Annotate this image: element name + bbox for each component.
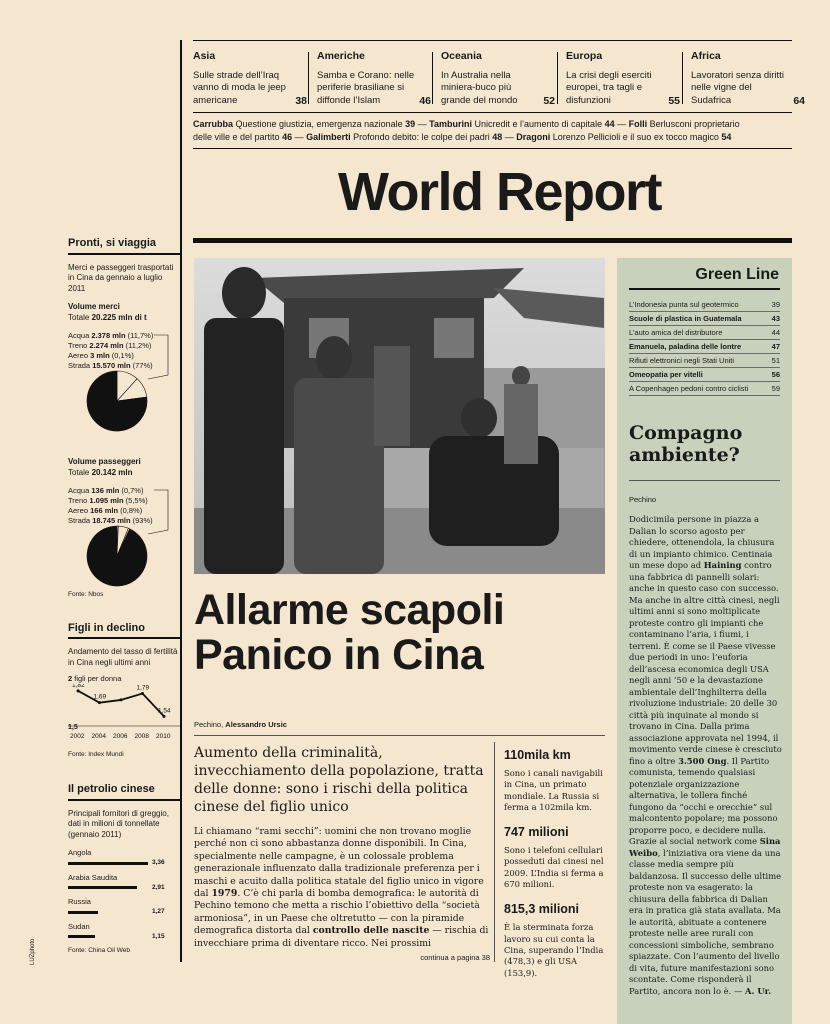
nav-region: Africa: [691, 50, 721, 62]
columnist-topic: Lorenzo Pellicioli e il suo ex tocco magico: [550, 132, 722, 142]
oil-bar-track: [68, 911, 148, 914]
pass-chart: [68, 486, 180, 592]
photo-illustration: [194, 258, 605, 574]
oil-row: [68, 897, 180, 918]
nav-teaser: [317, 70, 435, 108]
fertility-point: [163, 715, 166, 718]
text-run: 1979: [211, 888, 238, 900]
headline-line-1: Allarme scapoli: [194, 586, 505, 634]
compagno-location: Pechino: [629, 480, 780, 504]
text-run: Li chiamano “rami secchi”: uomini che non trovano moglie perché non ci sono abbastanza donne disponibili. In Cina, specialmente nelle campagne, è un colossale problema generazionale influenzato dalla tradizionale preferenza per i maschi e acuito dalla politica statale del figlio unico in vigore dal: [194, 826, 484, 900]
green-line-item-page: 59: [771, 384, 780, 393]
transport-mode: Treno: [68, 496, 90, 505]
nav-page-number: 38: [295, 94, 307, 107]
transport-mode: Acqua: [68, 486, 92, 495]
columnist-separator: —: [292, 132, 307, 142]
fertility-point: [98, 701, 101, 704]
nav-separator: [308, 52, 309, 104]
oil-bar-chart: [68, 848, 180, 942]
green-line-item-page: 51: [771, 356, 780, 365]
pie-leader-line: [148, 490, 168, 534]
text-run: , l’iniziativa ora viene da una classe media sempre più baldanzosa. Il successo delle ultime proteste non va esagerato: la chiusura della fabbrica di Dalian era in pratica già stata avallata. Ma le autorità, abituate a contenere proteste nelle aree rurali con concessioni simboliche, sembrano spiazzate. Con l’aumento del livello di vita, future manifestazioni sono scontate. Come risponderà il Partito, ancora non lo è. —: [629, 847, 782, 996]
transport-share: (0,8%): [118, 506, 143, 515]
green-line-item[interactable]: [629, 340, 780, 354]
green-line-item-page: 44: [771, 328, 780, 337]
nav-page-number: 64: [793, 94, 805, 107]
nav-region: Americhe: [317, 50, 365, 62]
fertility-point-label: 1,79: [136, 684, 150, 692]
fertility-year-label: 2002: [70, 733, 85, 740]
green-line-item-title: Emanuela, paladina delle lontre: [629, 342, 742, 351]
oil-bar-line: [68, 883, 180, 894]
fertility-unit: 2 figli per donna: [68, 674, 122, 683]
nav-page-number: 46: [419, 94, 431, 107]
nav-separator: [557, 52, 558, 104]
oil-bar-track: [68, 935, 148, 938]
green-line-item-page: 56: [771, 370, 780, 379]
green-line-item-page: 43: [771, 314, 780, 323]
oil-title: Il petrolio cinese: [68, 784, 180, 801]
oil-country: Russia: [68, 897, 91, 906]
green-line-item[interactable]: [629, 312, 780, 326]
continue-link[interactable]: continua a pagina 38: [420, 953, 490, 963]
nav-page-number: 55: [668, 94, 680, 107]
main-photo: [194, 258, 605, 574]
masthead-rule: [193, 238, 792, 243]
goods-pie-chart: [68, 331, 180, 441]
fertility-point: [77, 689, 80, 692]
article-body-text: [194, 826, 488, 949]
transport-share: (77%): [130, 361, 153, 370]
nav-teaser: [691, 70, 809, 108]
columnist-separator: —: [502, 132, 517, 142]
nav-region: Asia: [193, 50, 216, 62]
text-run: — rischia di invecchiare prima di diventare ricco. Nei prossimi: [194, 925, 489, 949]
transport-mode: Strada: [68, 361, 93, 370]
fertility-title: Figli in declino: [68, 623, 180, 640]
text-run: controllo delle nascite: [312, 925, 430, 937]
fertility-year-label: 2010: [156, 733, 171, 740]
columnist-topic: Questione giustizia, emergenza nazionale: [233, 119, 406, 129]
green-line-item-title: Omeopatia per vitelli: [629, 370, 703, 379]
travel-intro: Merci e passeggeri trasportati in Cina da gennaio a luglio 2011: [68, 262, 174, 293]
compagno-title: Compagno ambiente?: [629, 422, 743, 466]
oil-value: 1,27: [152, 908, 165, 915]
columnist-topic: Unicredit e l’aumento di capitale: [472, 119, 605, 129]
oil-value: 2,91: [152, 883, 165, 891]
transport-value: 2.274 mln: [89, 341, 124, 350]
oil-bar: [68, 862, 148, 865]
nav-bottom-rule: [193, 112, 792, 113]
transport-value: 1.095 mln: [89, 496, 124, 505]
text-run: . Il Partito comunista, temendo qualsiasi potenziale organizzazione alternativa, le tollera finché fungono da “occhi e orecchie” sul malcontento popolare; ma possono proporre poco, e decidere nulla. Grazie al social network come: [629, 755, 778, 846]
green-line-item[interactable]: [629, 354, 780, 368]
columnist-separator: —: [415, 119, 430, 129]
green-line-item-title: Scuole di plastica in Guatemala: [629, 314, 742, 323]
nav-teaser: [193, 70, 311, 108]
nav-separator: [432, 52, 433, 104]
article-headline: [194, 588, 504, 678]
columnist-page: 54: [721, 132, 732, 142]
oil-bar-track: [68, 886, 148, 889]
oil-bar: [68, 886, 137, 889]
columnists-line-2: [193, 131, 793, 144]
facts-column: [504, 748, 610, 991]
nav-section-oceania[interactable]: [441, 50, 559, 107]
transport-share: (5,5%): [123, 496, 148, 505]
oil-row: [68, 848, 180, 869]
oil-value: 3,36: [152, 859, 165, 866]
green-line-item-title: L’auto amica del distributore: [629, 328, 723, 337]
left-column-rule: [180, 40, 182, 962]
oil-row: [68, 873, 180, 894]
nav-section-americhe[interactable]: [317, 50, 435, 107]
oil-source: Fonte: China Oil Web: [68, 947, 131, 954]
columnist-name: Dragoni: [516, 132, 551, 142]
green-line-item-page: 39: [771, 300, 780, 309]
fact-body: È la sterminata forza lavoro su cui conta la Cina, superando l’India (478,3) e gli USA (153,9).: [504, 922, 604, 978]
headline-line-2: Panico in Cina: [194, 631, 484, 679]
oil-bar-track: [68, 862, 148, 865]
nav-section-europa[interactable]: [566, 50, 684, 107]
text-run: 3.500 Ong: [678, 755, 727, 766]
columnist-page: 46: [282, 132, 293, 142]
green-line-item[interactable]: [629, 368, 780, 382]
goods-label: Volume merci: [68, 302, 120, 311]
travel-title: Pronti, si viaggia: [68, 238, 180, 255]
goods-chart: [68, 331, 180, 441]
fertility-point: [141, 692, 144, 695]
transport-share: (11,2%): [123, 341, 152, 350]
goods-total: Totale 20.225 mln di t: [68, 312, 147, 322]
oil-row: [68, 922, 180, 943]
transport-mode: Treno: [68, 341, 90, 350]
nav-section-asia[interactable]: [193, 50, 311, 107]
transport-value: 18.745 mln: [92, 516, 131, 525]
transport-share: (0,7%): [119, 486, 144, 495]
pass-pie-chart: [68, 486, 180, 592]
transport-share: (0,1%): [109, 351, 134, 360]
pie-slice-strada: [87, 526, 147, 586]
oil-bar-line: [68, 858, 180, 869]
green-line-item-title: Rifiuti elettronici negli Stati Uniti: [629, 356, 735, 365]
nav-teaser-text: In Australia nella miniera-buco più grande del mondo: [441, 69, 518, 106]
columnist-page: 48: [492, 132, 503, 142]
pass-label: Volume passeggeri: [68, 457, 141, 466]
article-body: [194, 826, 490, 964]
fact-body: Sono i canali navigabili in Cina, un primato mondiale. La Russia si ferma a 102mila km.: [504, 768, 603, 812]
fertility-line: [78, 691, 164, 717]
transport-value: 2.378 mln: [91, 331, 126, 340]
columnist-topic: Profondo debito: le colpe dei padri: [350, 132, 493, 142]
green-line-rule: [629, 288, 780, 290]
green-line-item[interactable]: [629, 326, 780, 340]
green-line-item[interactable]: [629, 382, 780, 396]
nav-teaser: [441, 70, 559, 108]
fertility-point: [120, 698, 123, 701]
nav-teaser-text: Samba e Corano: nelle periferie brasiliane si diffonde l’Islam: [317, 69, 415, 106]
text-run: Dodicimila persone in piazza a Dalian lo scorso agosto per chiedere, ottenendola, la chiusura di un impianto chimico. Centinaia un mese dopo ad: [629, 514, 775, 570]
text-run: Sina Weibo: [629, 836, 781, 858]
fertility-point-label: 1,69: [93, 693, 107, 701]
fertility-point-label: 1,54: [158, 707, 171, 715]
oil-value: 1,15: [152, 932, 165, 940]
oil-bar-line: [68, 907, 180, 918]
nav-separator: [682, 52, 683, 104]
text-run: Haining: [703, 560, 742, 570]
fertility-point-label: 1,82: [72, 684, 85, 689]
compagno-body: [629, 514, 782, 997]
text-run: . C’è chi parla di bomba demografica: le autorità di Pechino temono che metta a rischio l’obiettivo della “società armoniosa”, in un Paese che oltretutto — con la piramide demografica distorta dal: [194, 888, 480, 937]
transport-share: (93%): [130, 516, 153, 525]
columnists-line-1: [193, 118, 793, 131]
transport-value: 136 mln: [91, 486, 120, 495]
fertility-year-label: 2008: [134, 733, 149, 740]
photo-credit: LUZphoto: [30, 938, 36, 965]
transport-share: (11,7%): [125, 331, 154, 340]
columnist-separator: —: [614, 119, 629, 129]
columnist-page: 39: [405, 119, 416, 129]
fertility-year-label: 2006: [113, 733, 128, 740]
fact-headline: 110mila km: [504, 748, 571, 762]
oil-country: Angola: [68, 848, 92, 857]
oil-intro: Principali fornitori di greggio, dati in milioni di tonnellate (gennaio 2011): [68, 808, 169, 839]
transport-value: 3 mln: [90, 351, 110, 360]
nav-page-number: 52: [543, 94, 555, 107]
green-line-list: [629, 298, 780, 396]
green-line-sidebar: [617, 258, 792, 1024]
columnist-topic: delle ville e del partito: [193, 132, 283, 142]
transport-mode: Acqua: [68, 331, 92, 340]
fertility-source: Fonte: Index Mundi: [68, 750, 124, 758]
transport-value: 15.570 mln: [92, 361, 131, 370]
nav-teaser: [566, 70, 684, 108]
columnist-name: Galimberti: [306, 132, 351, 142]
transport-mode: Strada: [68, 516, 93, 525]
transport-mode: Aereo: [68, 351, 91, 360]
green-line-title: Green Line: [695, 266, 779, 283]
text-run: contro una fabbrica di pannelli solari: anche in questo caso con successo. Ma anche in altre città cinesi, negli ultimi anni si sono moltiplicate proteste contro gli impianti che contaminano l’aria, i fiumi, i terreni. È come se il Paese vivesse due periodi in uno: l’euforia dell’ascesa economica degli USA negli anni ’50 e la devastazione ambientale dell’Inghilterra della rivoluzione industriale: 20 delle 30 città più inquinate al mondo si trovano in Cina. Dalla prima associazione approvata nel 1994, il movimento verde cinese è cresciuto fino a oltre: [629, 560, 782, 766]
columnist-name: Tamburini: [429, 119, 472, 129]
travel-source: Fonte: Nbos: [68, 591, 104, 598]
columnists-bottom-rule: [193, 148, 792, 149]
masthead-title: World Report: [338, 162, 661, 222]
nav-section-africa[interactable]: [691, 50, 809, 107]
fact-body: Sono i telefoni cellulari posseduti dai cinesi nel 2009. L’India si ferma a 670 milioni.: [504, 845, 604, 890]
columnist-name: Folli: [628, 119, 648, 129]
top-rule: [193, 40, 792, 41]
fact-headline: 747 milioni: [504, 825, 569, 840]
fertility-year-label: 2004: [91, 733, 106, 740]
columnists-strip: [193, 118, 793, 144]
nav-region: Oceania: [441, 50, 482, 62]
fertility-line-chart: [68, 684, 180, 746]
nav-teaser-text: La crisi degli eserciti europei, tra tagli e disfunzioni: [566, 69, 652, 106]
oil-country: Sudan: [68, 921, 90, 931]
article-deck: Aumento della criminalità, invecchiamento della popolazione, tratta delle donne: sono i rischi della politica cinese del figlio unico: [194, 745, 484, 815]
fertility-intro: Andamento del tasso di fertilità in Cina negli ultimi anni: [68, 647, 178, 667]
byline: Pechino, Alessandro Ursic: [194, 720, 287, 729]
green-line-item-page: 47: [771, 342, 780, 351]
oil-country: Arabia Saudita: [68, 872, 118, 882]
nav-teaser-text: Lavoratori senza diritti nelle vigne del Sudafrica: [691, 69, 784, 106]
transport-value: 166 mln: [90, 506, 119, 515]
text-run: A. Ur.: [745, 985, 772, 996]
nav-teaser-text: Sulle strade dell’Iraq vanno di moda le jeep americane: [193, 69, 286, 106]
columnist-page: 44: [604, 119, 615, 129]
left-sidebar: [68, 238, 180, 957]
oil-bar-line: [68, 932, 180, 943]
columnist-topic: Berlusconi proprietario: [647, 119, 740, 129]
fact-headline: 815,3 milioni: [504, 902, 580, 917]
byline-rule: [194, 735, 605, 736]
pass-total: Totale 20.142 mln: [68, 467, 133, 477]
oil-bar: [68, 935, 95, 938]
green-line-item[interactable]: [629, 298, 780, 312]
transport-mode: Aereo: [68, 506, 91, 515]
green-line-item-title: L’Indonesia punta sul geotermico: [629, 300, 739, 309]
pie-leader-line: [148, 335, 168, 379]
columnist-name: Carrubba: [193, 119, 234, 129]
green-line-item-title: A Copenhagen pedoni contro ciclisti: [629, 384, 749, 393]
fertility-axis-min: 1,5: [68, 724, 78, 731]
facts-divider: [494, 742, 495, 962]
oil-bar: [68, 911, 98, 914]
nav-region: Europa: [566, 50, 603, 62]
